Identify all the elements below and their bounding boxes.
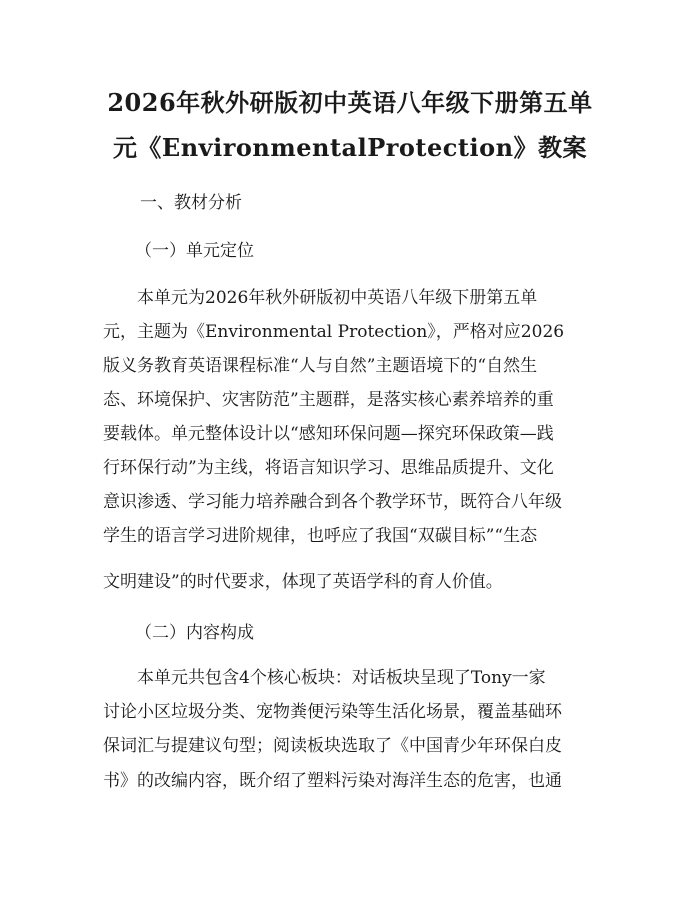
- paragraph-line: 保词汇与提建议句型；阅读板块选取了《中国青少年环保白皮: [103, 736, 562, 756]
- paragraph-line: 版义务教育英语课程标准“人与自然”主题语境下的“自然生: [103, 356, 538, 376]
- paragraph-line: 书》的改编内容，既介绍了塑料污染对海洋生态的危害，也通: [103, 771, 562, 791]
- paragraph-line: 意识渗透、学习能力培养融合到各个教学环节，既符合八年级: [103, 492, 562, 512]
- paragraph-line: 态、环境保护、灾害防范”主题群，是落实核心素养培养的重: [103, 390, 554, 410]
- paragraph-line: 要载体。单元整体设计以“感知环保问题—探究环保政策—践: [103, 424, 554, 444]
- paragraph-line: 本单元共包含4个核心板块：对话板块呈现了Tony一家: [137, 668, 546, 688]
- subsection-heading-unit-positioning: （一）单元定位: [135, 241, 254, 261]
- section-heading-textbook-analysis: 一、教材分析: [140, 193, 242, 213]
- paragraph-line: 本单元为2026年秋外研版初中英语八年级下册第五单: [137, 288, 538, 308]
- paragraph-line: 讨论小区垃圾分类、宠物粪便污染等生活化场景，覆盖基础环: [103, 702, 562, 722]
- subsection-heading-content-composition: （二）内容构成: [135, 623, 254, 643]
- document-title-line-2: 元《EnvironmentalProtection》教案: [112, 133, 588, 162]
- paragraph-line: 学生的语言学习进阶规律，也呼应了我国“双碳目标”“生态: [103, 526, 538, 546]
- paragraph-line: 文明建设”的时代要求，体现了英语学科的育人价值。: [103, 572, 503, 592]
- paragraph-line: 元，主题为《Environmental Protection》，严格对应2026: [103, 322, 565, 342]
- document-title-line-1: 2026年秋外研版初中英语八年级下册第五单: [107, 88, 593, 117]
- paragraph-line: 行环保行动”为主线，将语言知识学习、思维品质提升、文化: [103, 458, 554, 478]
